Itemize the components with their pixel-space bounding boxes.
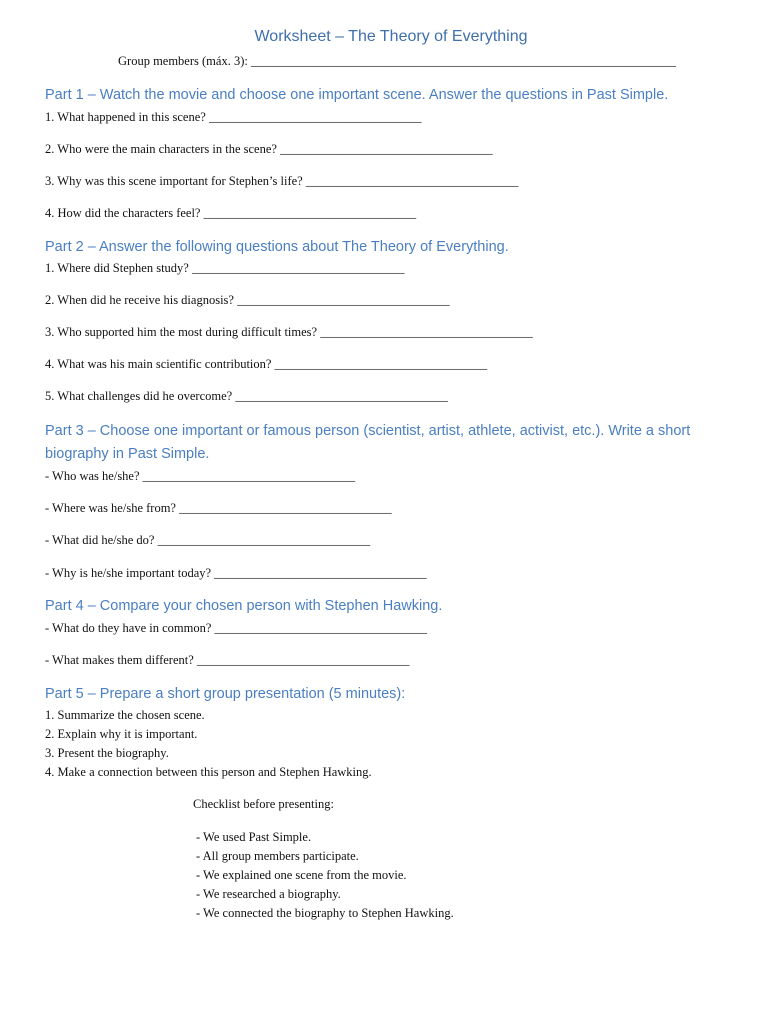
part3-question-4: - Why is he/she important today? __________________________________ xyxy=(45,566,427,580)
part5-item-3: 3. Present the biography. xyxy=(45,746,169,760)
part5-heading: Part 5 – Prepare a short group presentation (5 minutes): xyxy=(45,686,406,702)
part2-question-5: 5. What challenges did he overcome? __________________________________ xyxy=(45,389,448,403)
part4-heading: Part 4 – Compare your chosen person with Stephen Hawking. xyxy=(45,598,443,614)
part3-question-2: - Where was he/she from? __________________________________ xyxy=(45,501,392,515)
part2-question-2: 2. When did he receive his diagnosis? __________________________________ xyxy=(45,293,450,307)
checklist-title: Checklist before presenting: xyxy=(193,797,334,811)
checklist-item-1: - We used Past Simple. xyxy=(196,830,312,844)
part2-question-1: 1. Where did Stephen study? __________________________________ xyxy=(45,261,405,275)
part1-question-2: 2. Who were the main characters in the scene? __________________________________ xyxy=(45,142,493,156)
part4-question-2: - What makes them different? __________________________________ xyxy=(45,653,410,667)
checklist-item-5: - We connected the biography to Stephen Hawking. xyxy=(196,906,454,920)
checklist-item-2: - All group members participate. xyxy=(196,849,359,863)
part5-item-2: 2. Explain why it is important. xyxy=(45,727,198,741)
part4-question-1: - What do they have in common? __________________________________ xyxy=(45,621,428,635)
group-members-line: Group members (máx. 3): ____________________________________________________________________ xyxy=(118,54,676,68)
part1-question-3: 3. Why was this scene important for Stephen’s life? __________________________________ xyxy=(45,174,519,188)
part1-question-1: 1. What happened in this scene? __________________________________ xyxy=(45,110,422,124)
part2-heading: Part 2 – Answer the following questions about The Theory of Everything. xyxy=(45,239,509,255)
part3-heading: Part 3 – Choose one important or famous person (scientist, artist, athlete, activist, etc.). Write a short biography in Past Simple. xyxy=(45,423,691,462)
worksheet-title: Worksheet – The Theory of Everything xyxy=(254,28,528,45)
part1-heading: Part 1 – Watch the movie and choose one important scene. Answer the questions in Past Simple. xyxy=(45,87,669,103)
part2-question-4: 4. What was his main scientific contribution? __________________________________ xyxy=(45,357,488,371)
checklist-item-4: - We researched a biography. xyxy=(196,887,341,901)
checklist-item-3: - We explained one scene from the movie. xyxy=(196,868,407,882)
part2-question-3: 3. Who supported him the most during difficult times? __________________________________ xyxy=(45,325,533,339)
part1-question-4: 4. How did the characters feel? __________________________________ xyxy=(45,206,417,220)
part3-question-3: - What did he/she do? __________________________________ xyxy=(45,533,371,547)
part3-question-1: - Who was he/she? __________________________________ xyxy=(45,469,356,483)
part5-item-1: 1. Summarize the chosen scene. xyxy=(45,708,205,722)
part5-item-4: 4. Make a connection between this person and Stephen Hawking. xyxy=(45,765,372,779)
